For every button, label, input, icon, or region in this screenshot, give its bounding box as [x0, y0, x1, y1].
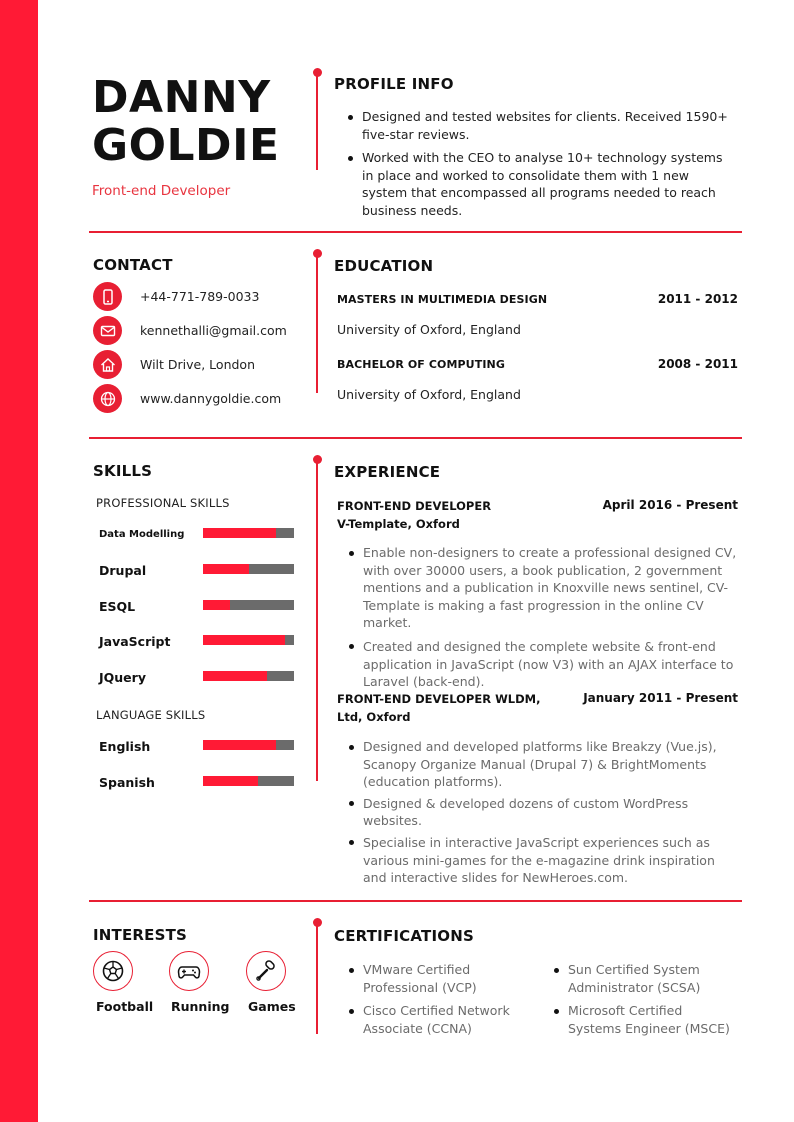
skill-bar: [203, 564, 294, 574]
interest-label: Games: [248, 999, 296, 1014]
interest-label: Running: [171, 999, 230, 1014]
certification-item: [337, 961, 527, 996]
experience-divider: [316, 459, 318, 781]
section-separator: [89, 900, 742, 902]
profile-bullet: Worked with the CEO to analyse 10+ technology systems in place and worked to consolidate them with 1 new system that encompassed all programs needed to reach business needs.: [336, 149, 736, 219]
interest-label: Football: [96, 999, 154, 1014]
skill-bar: [203, 528, 294, 538]
profile-bullet: Designed and tested websites for clients. Received 1590+ five-star reviews.: [336, 108, 736, 143]
language-bar-fill: [203, 776, 258, 786]
job-position: FRONT-END DEVELOPER WLDM,: [337, 692, 541, 706]
education-years: 2008 - 2011: [657, 357, 738, 371]
side-accent-bar: [0, 0, 38, 1122]
certification-item: [542, 961, 732, 996]
skill-bar-fill: [203, 564, 249, 574]
football-icon: [93, 951, 133, 991]
language-name: Spanish: [99, 775, 155, 790]
skill-bar: [203, 600, 294, 610]
job-bullet: Designed and developed platforms like Breakzy (Vue.js), Scanopy Organize Manual (Drupal 7) & BrightMoments (education platforms).: [337, 738, 742, 791]
job-bullet: Designed & developed dozens of custom WordPress websites.: [337, 795, 742, 830]
education-degree: BACHELOR OF COMPUTING: [337, 358, 505, 371]
certification-text: Sun Certified System Administrator (SCSA): [542, 961, 732, 996]
mail-icon: [93, 316, 122, 345]
profile-divider: [316, 72, 318, 170]
contact-website[interactable]: www.dannygoldie.com: [140, 391, 282, 406]
job-bullets: [337, 738, 742, 887]
contact-phone[interactable]: +44-771-789-0033: [140, 289, 260, 304]
language-bar: [203, 776, 294, 786]
professional-skills-title: PROFESSIONAL SKILLS: [96, 496, 230, 510]
job-title: [337, 497, 491, 533]
job-bullet: Specialise in interactive JavaScript experiences such as various mini-games for the e-magazine drink inspiration and interactive slides for NewHeroes.com.: [337, 834, 742, 887]
certification-item: [542, 1002, 732, 1037]
certification-text: Cisco Certified Network Associate (CCNA): [337, 1002, 527, 1037]
job-bullet: Enable non-designers to create a professional designed CV, with over 30000 users, a book publication, 2 government mentions and a publication in Knoxville news sentinel, CV-Template is making a fast progression in the online CV market.: [337, 544, 742, 632]
joystick-icon: [246, 951, 286, 991]
first-name: DANNY: [92, 72, 271, 123]
candidate-name: [92, 74, 280, 170]
last-name: GOLDIE: [92, 120, 280, 171]
skill-name: Drupal: [99, 563, 147, 578]
job-company: V-Template, Oxford: [337, 517, 460, 531]
job-role: Front-end Developer: [92, 183, 231, 199]
job-dates: January 2011 - Present: [583, 691, 738, 705]
language-bar-fill: [203, 740, 276, 750]
skill-name: Data Modelling: [99, 529, 185, 540]
education-years: 2011 - 2012: [657, 292, 738, 306]
education-school: University of Oxford, England: [337, 387, 521, 402]
language-name: English: [99, 739, 151, 754]
skill-name: JQuery: [99, 670, 146, 685]
certifications-title: CERTIFICATIONS: [334, 927, 474, 945]
language-bar: [203, 740, 294, 750]
education-divider: [316, 253, 318, 393]
profile-title: PROFILE INFO: [334, 75, 454, 93]
skill-bar: [203, 635, 294, 645]
skill-bar-fill: [203, 671, 267, 681]
phone-icon: [93, 282, 122, 311]
interests-title: INTERESTS: [93, 926, 188, 944]
skill-bar-fill: [203, 528, 276, 538]
education-school: University of Oxford, England: [337, 322, 521, 337]
gamepad-icon: [169, 951, 209, 991]
contact-address: Wilt Drive, London: [140, 357, 255, 372]
globe-icon: [93, 384, 122, 413]
skill-bar: [203, 671, 294, 681]
experience-title: EXPERIENCE: [334, 463, 441, 481]
skill-bar-fill: [203, 600, 230, 610]
certification-text: VMware Certified Professional (VCP): [337, 961, 527, 996]
profile-list: [336, 108, 736, 220]
home-icon: [93, 350, 122, 379]
job-bullet: Created and designed the complete website & front-end application in JavaScript (now V3) with an AJAX interface to Laravel (back-end).: [337, 638, 742, 691]
language-skills-title: LANGUAGE SKILLS: [96, 708, 206, 722]
certification-text: Microsoft Certified Systems Engineer (MSCE): [542, 1002, 732, 1037]
job-title: [337, 690, 540, 726]
job-bullets: [337, 544, 742, 691]
skill-bar-fill: [203, 635, 285, 645]
section-separator: [89, 437, 742, 439]
job-company: Ltd, Oxford: [337, 710, 411, 724]
contact-title: CONTACT: [93, 256, 173, 274]
certification-item: [337, 1002, 527, 1037]
education-degree: MASTERS IN MULTIMEDIA DESIGN: [337, 293, 548, 306]
job-dates: April 2016 - Present: [602, 498, 738, 512]
certifications-divider: [316, 922, 318, 1034]
contact-email[interactable]: kennethalli@gmail.com: [140, 323, 287, 338]
job-position: FRONT-END DEVELOPER: [337, 499, 492, 513]
skills-title: SKILLS: [93, 462, 153, 480]
education-title: EDUCATION: [334, 257, 434, 275]
skill-name: JavaScript: [99, 634, 171, 649]
section-separator: [89, 231, 742, 233]
skill-name: ESQL: [99, 599, 136, 614]
